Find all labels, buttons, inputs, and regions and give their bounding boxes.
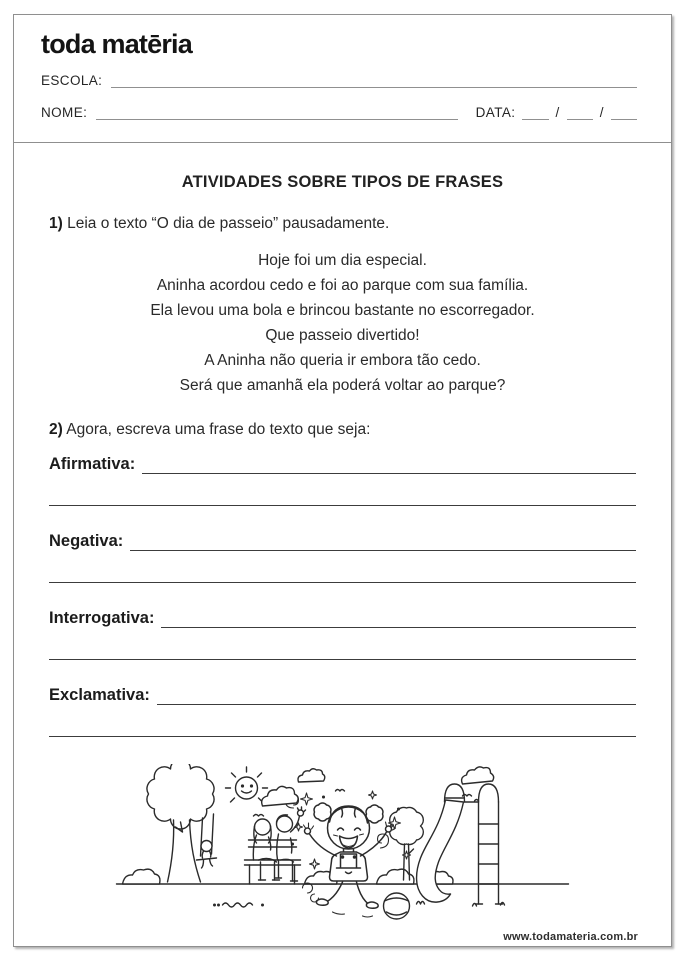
afirmativa-label: Afirmativa: bbox=[49, 455, 136, 473]
interrogativa-label: Interrogativa: bbox=[49, 609, 155, 627]
question-1-text: Leia o texto “O dia de passeio” pausadamente. bbox=[62, 215, 390, 232]
girl bbox=[303, 803, 395, 908]
question-1 bbox=[49, 215, 636, 233]
passage-line: Ela levou uma bola e brincou bastante no escorregador. bbox=[150, 302, 535, 319]
date-year-line[interactable] bbox=[611, 106, 637, 120]
question-2 bbox=[49, 421, 636, 439]
date-separator: / bbox=[555, 105, 560, 120]
date-label: DATA: bbox=[475, 105, 516, 120]
passage-line: Aninha acordou cedo e foi ao parque com sua família. bbox=[156, 277, 529, 294]
negativa-label: Negativa: bbox=[49, 532, 124, 550]
slide bbox=[416, 784, 504, 906]
negativa-answer-line-1[interactable] bbox=[130, 535, 636, 551]
playground-illustration bbox=[110, 764, 575, 926]
interrogativa-answer-line-1[interactable] bbox=[161, 612, 636, 628]
date-separator: / bbox=[599, 105, 604, 120]
website-url: www.todamateria.com.br bbox=[503, 931, 638, 943]
cloud bbox=[261, 767, 493, 806]
interrogativa-answer-line-2[interactable] bbox=[49, 659, 636, 660]
toda-materia-logo: toda matēria bbox=[41, 29, 192, 59]
negativa-answer-line-2[interactable] bbox=[49, 582, 636, 583]
question-2-text: Agora, escreva uma frase do texto que seja: bbox=[62, 421, 371, 438]
question-2-number: 2) bbox=[49, 421, 63, 438]
sun bbox=[225, 767, 267, 802]
reading-passage bbox=[49, 248, 636, 398]
afirmativa-answer-line-2[interactable] bbox=[49, 505, 636, 506]
answer-exclamativa bbox=[49, 685, 636, 737]
answer-afirmativa bbox=[49, 454, 636, 506]
worksheet-title: ATIVIDADES SOBRE TIPOS DE FRASES bbox=[181, 173, 504, 191]
exclamativa-answer-line-2[interactable] bbox=[49, 736, 636, 737]
answer-interrogativa bbox=[49, 608, 636, 660]
school-label: ESCOLA: bbox=[41, 73, 103, 88]
exclamativa-answer-line-1[interactable] bbox=[157, 689, 636, 705]
date-day-line[interactable] bbox=[522, 106, 548, 120]
name-label: NOME: bbox=[41, 105, 88, 120]
passage-line: Será que amanhã ela poderá voltar ao parque? bbox=[179, 377, 506, 394]
school-input-line[interactable] bbox=[111, 74, 637, 88]
question-1-number: 1) bbox=[49, 215, 63, 232]
answer-negativa bbox=[49, 531, 636, 583]
passage-line: Que passeio divertido! bbox=[265, 327, 420, 344]
exclamativa-label: Exclamativa: bbox=[49, 686, 150, 704]
date-month-line[interactable] bbox=[567, 106, 593, 120]
worksheet-body bbox=[14, 173, 671, 737]
swing bbox=[196, 814, 216, 868]
header bbox=[14, 15, 671, 143]
bench-people bbox=[244, 807, 305, 884]
passage-line: A Aninha não queria ir embora tão cedo. bbox=[204, 352, 481, 369]
ball bbox=[383, 893, 409, 919]
worksheet-page bbox=[13, 14, 672, 947]
tree bbox=[146, 764, 213, 882]
name-input-line[interactable] bbox=[96, 106, 457, 120]
afirmativa-answer-line-1[interactable] bbox=[142, 458, 636, 474]
passage-line: Hoje foi um dia especial. bbox=[258, 252, 427, 269]
